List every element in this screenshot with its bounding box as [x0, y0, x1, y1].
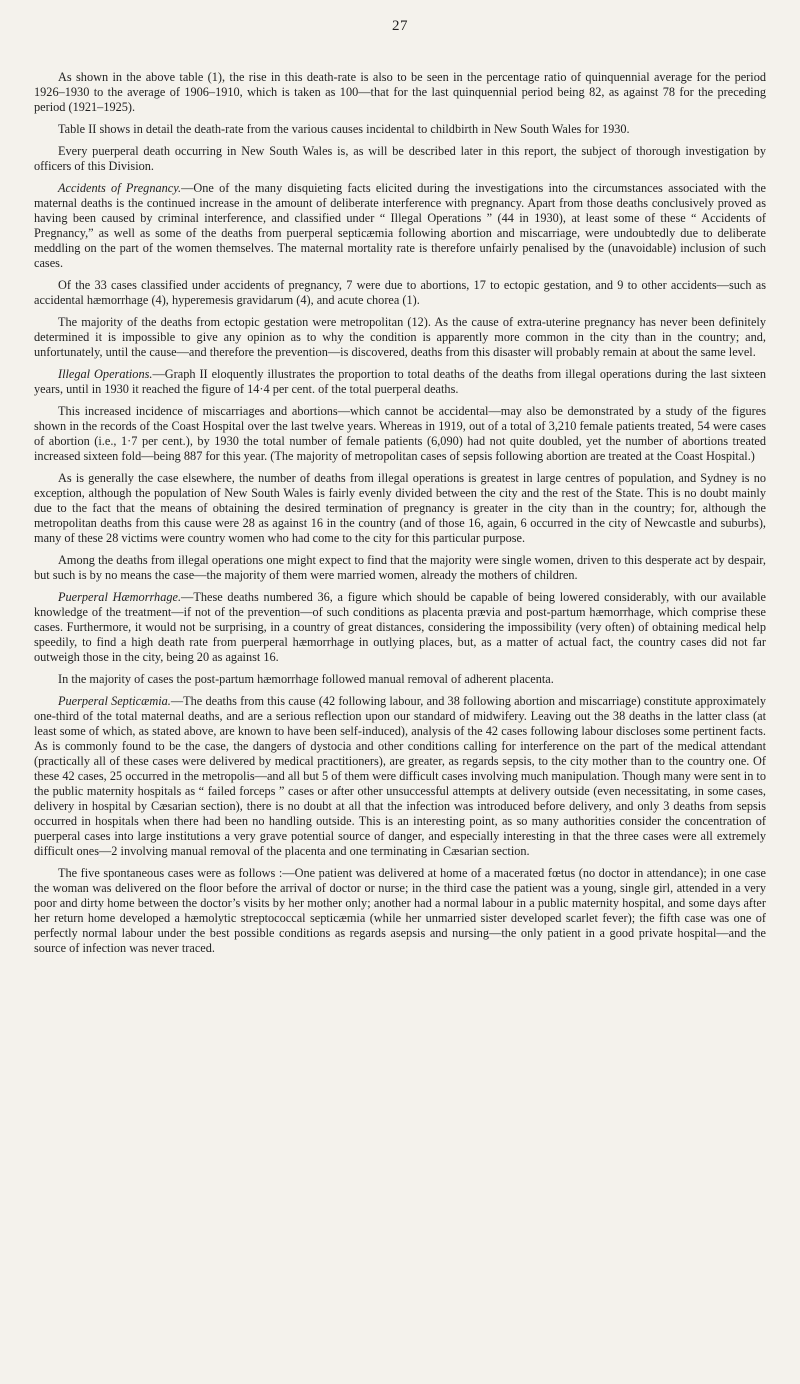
paragraph-text: Among the deaths from illegal operations one might expect to find that the majority were single women, driven to this desperate act by despair, but such is by no means the case—the majority of them were married women, already the mothers of children. — [34, 553, 766, 582]
page-number: 27 — [392, 18, 408, 34]
paragraph-text: As shown in the above table (1), the rise in this death-rate is also to be seen in the percentage ratio of quinquennial average for the period 1926–1930 to the average of 1906–1910, which is taken as 100—that for the last quinquennial period being 82, as against 78 for the preceding period (1921–1925). — [34, 70, 766, 114]
paragraph — [34, 144, 766, 174]
section-heading: Accidents of Pregnancy. — [58, 181, 182, 195]
paragraph-text: Every puerperal death occurring in New South Wales is, as will be described later in this report, the subject of thorough investigation by officers of this Division. — [34, 144, 766, 173]
paragraph — [34, 70, 766, 115]
paragraph — [34, 471, 766, 546]
paragraph — [34, 181, 766, 271]
paragraph-text: The majority of the deaths from ectopic gestation were metropolitan (12). As the cause of extra-uterine pregnancy has never been definitely determined it is impossible to give any opinion as to why the condition is apparently more common in the city than in the country; and, unfortunately, until the cause—and therefore the prevention—is discovered, deaths from this disaster will probably remain at about the same level. — [34, 315, 766, 359]
paragraph-text: In the majority of cases the post-partum hæmorrhage followed manual removal of adherent placenta. — [58, 672, 554, 686]
paragraph-text: Table II shows in detail the death-rate from the various causes incidental to childbirth in New South Wales for 1930. — [58, 122, 630, 136]
paragraph — [34, 367, 766, 397]
paragraph-text: This increased incidence of miscarriages and abortions—which cannot be accidental—may also be demonstrated by a study of the figures shown in the records of the Coast Hospital over the last twelve years. Whereas in 1919, out of a total of 3,210 female patients treated, 54 were cases of abortion (i.e., 1·7 per cent.), by 1930 the total number of female patients (6,090) had not quite doubled, yet the number of abortions treated increased sixteen fold—being 887 for this year. (The majority of metropolitan cases of sepsis following abortion are treated at the Coast Hospital.) — [34, 404, 766, 463]
paragraph-text: —Graph II eloquently illustrates the proportion to total deaths of the deaths from illegal operations during the last sixteen years, until in 1930 it reached the figure of 14·4 per cent. of the total puerperal deaths. — [34, 367, 766, 396]
paragraph-text: —These deaths numbered 36, a figure which should be capable of being lowered considerably, with our available knowledge of the treatment—if not of the prevention—of such conditions as placenta prævia and post-partum hæmorrhage, which comprise these cases. Furthermore, it would not be surprising, in a country of great distances, considering the impossibility (very often) of obtaining medical help speedily, to find a high death rate from puerperal hæmorrhage in outlying places, but, as a matter of actual fact, the country cases did not far outweigh those in the city, being 20 as against 16. — [34, 590, 766, 664]
paragraph — [34, 672, 766, 687]
section-heading: Puerperal Hæmorrhage. — [58, 590, 182, 604]
paragraph-text: —The deaths from this cause (42 following labour, and 38 following abortion and miscarriage) constitute approximately one-third of the total maternal deaths, and are a serious reflection upon our standard of midwifery. Leaving out the 38 deaths in the latter class (at least some of which, as stated above, are known to have been self-induced), analysis of the 42 cases following labour discloses some pertinent facts. As is commonly found to be the case, the dangers of dystocia and other conditions calling for interference on the part of the medical attendant (practically all of these cases were delivered by medical practitioners), are greater, as regards sepsis, to the city mother than to the country one. Of these 42 cases, 25 occurred in the metropolis—and all but 5 of them were difficult cases involving much manipulation. Though many were sent in to the public maternity hospitals as “ failed forceps ” cases or after other unsuccessful attempts at delivery outside (even necessitating, in some cases, delivery in hospital by Cæsarian section), there is no doubt at all that the infection was introduced before delivery, and only 3 deaths from sepsis occurred in hospitals when there had been no handling outside. This is an interesting point, as so many authorities consider the concentration of puerperal cases into large institutions a very grave potential source of danger, and especially interesting in that the three cases were all extremely difficult ones—2 involving manual removal of the placenta and one terminating in Cæsarian section. — [34, 694, 766, 858]
paragraph — [34, 315, 766, 360]
body-text — [34, 70, 766, 963]
paragraph — [34, 122, 766, 137]
paragraph-text: Of the 33 cases classified under accidents of pregnancy, 7 were due to abortions, 17 to ectopic gestation, and 9 to other accidents—such as accidental hæmorrhage (4), hyperemesis gravidarum (4), and acute chorea (1). — [34, 278, 766, 307]
paragraph — [34, 278, 766, 308]
paragraph — [34, 694, 766, 859]
section-heading: Puerperal Septicæmia. — [58, 694, 171, 708]
paragraph — [34, 404, 766, 464]
paragraph-text: The five spontaneous cases were as follows :—One patient was delivered at home of a macerated fœtus (no doctor in attendance); in one case the woman was delivered on the floor before the arrival of doctor or nurse; in the third case the patient was a young, single girl, attended in a very poor and dirty home between the doctor’s visits by her mother only; another had a normal labour in a public maternity hospital, and some days after her return home developed a hæmolytic streptococcal septicæmia (while her unmarried sister developed scarlet fever); the fifth case was one of perfectly normal labour under the best possible conditions as regards asepsis and nursing—the only patient in a good private hospital—and the source of infection was never traced. — [34, 866, 766, 955]
paragraph — [34, 590, 766, 665]
section-heading: Illegal Operations. — [58, 367, 153, 381]
paragraph — [34, 866, 766, 956]
paragraph-text: —One of the many disquieting facts elicited during the investigations into the circumstances associated with the maternal deaths is the continued increase in the amount of deliberate interference with pregnancy. Apart from those deaths conclusively proved as having been caused by criminal interference, and classified under “ Illegal Operations ” (44 in 1930), at least some of these “ Accidents of Pregnancy,” as well as some of the deaths from puerperal septicæmia following abortion and miscarriage, were undoubtedly due to deliberate meddling on the part of the women themselves. The maternal mortality rate is therefore unfairly penalised by the (unavoidable) inclusion of such cases. — [34, 181, 767, 270]
paragraph — [34, 553, 766, 583]
paragraph-text: As is generally the case elsewhere, the number of deaths from illegal operations is greatest in large centres of population, and Sydney is no exception, although the population of New South Wales is fairly evenly divided between the city and the rest of the State. This is no doubt mainly due to the fact that the means of obtaining the desired termination of pregnancy is greater in the city than in the country; for, although the metropolitan deaths from this cause were 28 as against 16 in the country (and of those 16, again, 6 occurred in the city of Newcastle and suburbs), many of these 28 victims were country women who had come to the city for this particular purpose. — [34, 471, 766, 545]
